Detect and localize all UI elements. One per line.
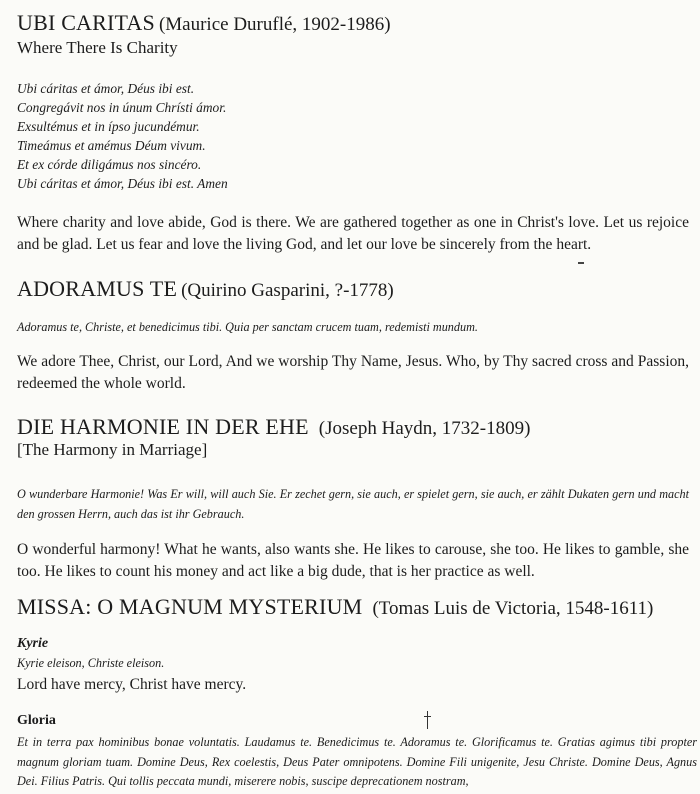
harmonie-composer: (Joseph Haydn, 1732-1809) xyxy=(318,418,531,439)
kyrie-label: Kyrie xyxy=(17,636,49,651)
ink-mark-cross xyxy=(424,716,431,717)
missa-title: MISSA: O MAGNUM MYSTERIUM xyxy=(17,594,363,619)
harmonie-title: DIE HARMONIE IN DER EHE xyxy=(17,414,309,439)
gloria-latin: Et in terra pax hominibus bonae voluntatis. Laudamus te. Benedicimus te. Adoramus te. Glorificamus te. Gratias agimus tibi propter magnum gloriam tuam. Domine Deus, Rex coelestis, Deus Pater omnipotens. Domine Fili unigenite, Jesu Christe. Domine Deus, Agnus Dei. Filius Patris. Qui tollis peccata mundi, miserere nobis, suscipe deprecationem nostram, xyxy=(17,735,697,788)
latin-line: Congregávit nos in únum Chrísti ámor. xyxy=(17,100,227,115)
kyrie-translation: Lord have mercy, Christ have mercy. xyxy=(17,676,247,693)
missa-composer: (Tomas Luis de Victoria, 1548-1611) xyxy=(372,598,654,619)
ubi-caritas-title: UBI CARITAS xyxy=(17,10,155,35)
ink-dash xyxy=(578,262,584,264)
adoramus-translation: We adore Thee, Christ, our Lord, And we worship Thy Name, Jesus. Who, by Thy sacred cross and Passion, redeemed the whole world. xyxy=(17,353,689,392)
harmonie-translation: O wonderful harmony! What he wants, also wants she. He likes to carouse, she too. He likes to gamble, she too. He likes to count his money and act like a big dude, that is her practice as well. xyxy=(17,541,689,580)
adoramus-composer: (Quirino Gasparini, ?-1778) xyxy=(181,280,394,301)
ubi-caritas-subtitle: Where There Is Charity xyxy=(17,38,178,57)
missa-heading xyxy=(17,594,653,620)
ink-mark xyxy=(427,711,428,729)
ubi-caritas-composer: (Maurice Duruflé, 1902-1986) xyxy=(158,14,391,35)
latin-line: Ubi cáritas et ámor, Déus ibi est. xyxy=(17,81,195,96)
ubi-caritas-latin xyxy=(17,79,228,193)
adoramus-latin: Adoramus te, Christe, et benedicimus tibi. Quia per sanctam crucem tuam, redemisti mundum. xyxy=(17,320,478,334)
latin-line: Timeámus et amémus Déum vivum. xyxy=(17,138,206,153)
latin-line: Et ex córde diligámus nos sincéro. xyxy=(17,157,202,172)
harmonie-german: O wunderbare Harmonie! Was Er will, will auch Sie. Er zechet gern, sie auch, er spielet gern, sie auch, er zählt Dukaten gern und macht den grossen Herrn, auch das ist ihr Gebrauch. xyxy=(17,487,689,521)
latin-line: Exsultémus et in ípso jucundémur. xyxy=(17,119,200,134)
ubi-caritas-translation: Where charity and love abide, God is there. We are gathered together as one in Christ's love. Let us rejoice and be glad. Let us fear and love the living God, and let our love be sincerely from the heart. xyxy=(17,214,689,253)
kyrie-latin: Kyrie eleison, Christe eleison. xyxy=(17,656,165,670)
harmonie-subtitle: [The Harmony in Marriage] xyxy=(17,440,208,459)
gloria-label: Gloria xyxy=(17,713,56,728)
ubi-caritas-heading xyxy=(17,10,391,36)
latin-line: Ubi cáritas et ámor, Déus ibi est. Amen xyxy=(17,176,228,191)
adoramus-title: ADORAMUS TE xyxy=(17,276,178,301)
adoramus-heading xyxy=(17,276,394,302)
harmonie-heading xyxy=(17,414,530,440)
